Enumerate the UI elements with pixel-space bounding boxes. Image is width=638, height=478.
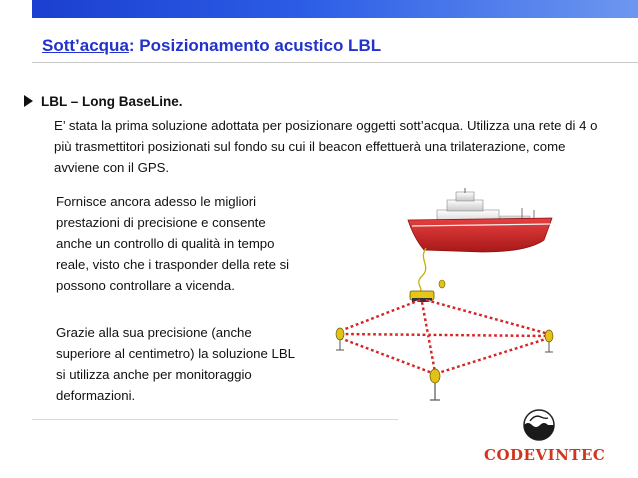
lbl-network-illustration — [322, 188, 570, 410]
title-divider — [32, 62, 638, 63]
transponder-icon-center — [430, 369, 440, 400]
footer-divider — [32, 419, 398, 420]
paragraph-precision: Fornisce ancora adesso le migliori prestazioni di precisione e consente anche un controllo di qualità in tempo reale, visto che i trasponder della rete si possono controllare a vicenda. — [56, 194, 290, 293]
codevintec-logo-icon — [522, 408, 556, 442]
intro-paragraph: E’ stata la prima soluzione adottata per posizionare oggetti sott’acqua. Utilizza una rete di 4 o più trasmettitori posizionati sul fondo su cui il beacon effettuerà una trilaterazione, come avviene con il GPS. — [54, 118, 598, 175]
bullet-heading — [24, 94, 183, 109]
arrow-bullet-icon — [24, 95, 33, 107]
slide-title-underlined: Sott’acqua — [42, 36, 129, 55]
rov-icon — [410, 291, 434, 302]
slide-title — [42, 36, 381, 56]
bullet-heading-text: LBL – Long BaseLine. — [41, 94, 183, 109]
transponder-icon-right — [545, 330, 553, 352]
header-accent-bar — [32, 0, 638, 18]
ship-icon — [408, 188, 552, 252]
slide-title-rest: : Posizionamento acustico LBL — [128, 36, 382, 55]
paragraph-deformation: Grazie alla sua precisione (anche superiore al centimetro) la soluzione LBL si utilizza anche per monitoraggio deformazioni. — [56, 325, 295, 403]
company-logo-text: CODEVINTEC — [484, 446, 606, 464]
transponder-icon-rear — [439, 280, 445, 288]
